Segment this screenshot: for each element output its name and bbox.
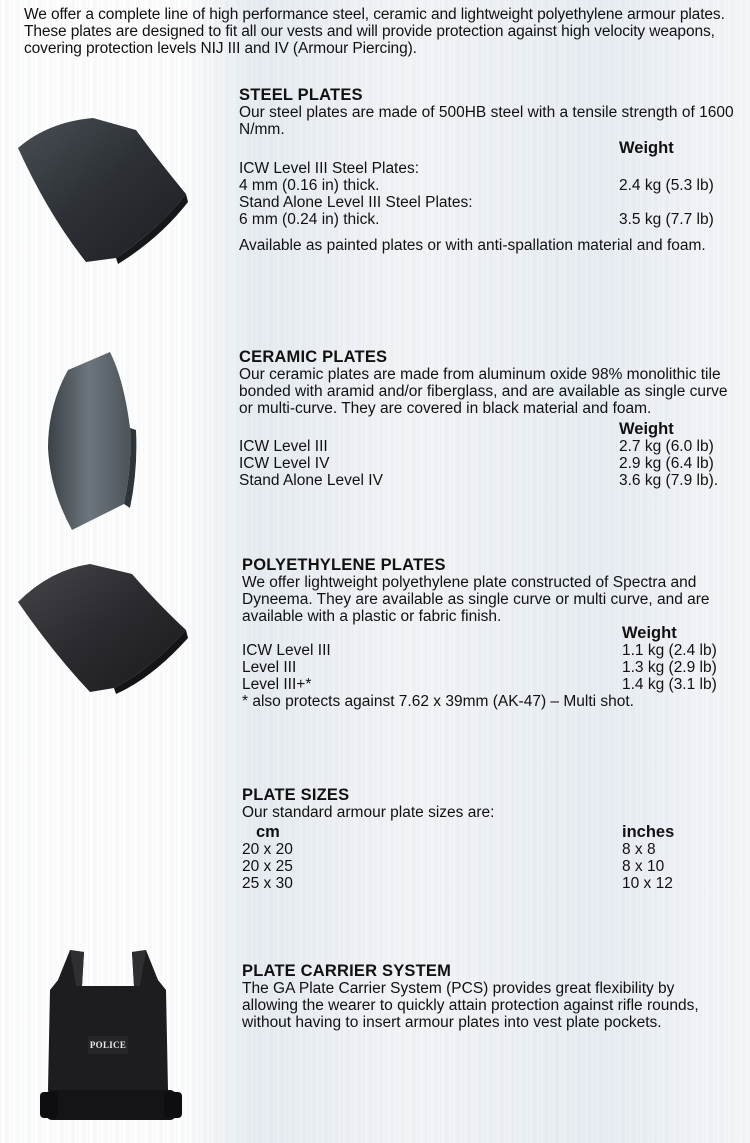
steel-row-weight: 3.5 kg (7.7 lb) bbox=[619, 211, 714, 228]
sizes-row-in: 8 x 8 bbox=[622, 841, 656, 858]
intro-paragraph: We offer a complete line of high performance steel, ceramic and lightweight polyethylene armour plates. These plates are designed to fit all our vests and will provide protection against high velocity weapons, covering protection levels NIJ III and IV (Armour Piercing). bbox=[24, 6, 725, 57]
poly-row-weight: 1.1 kg (2.4 lb) bbox=[622, 642, 717, 659]
ceramic-plates-desc: Our ceramic plates are made from aluminum oxide 98% monolithic tile bonded with aramid and/or fiberglass, and are available as single curve or multi-curve. They are covered in black material and foam. bbox=[239, 366, 728, 417]
steel-row-thickness: 4 mm (0.16 in) thick. bbox=[239, 177, 380, 194]
plate-sizes-section bbox=[242, 786, 734, 892]
steel-row-weight: 2.4 kg (5.3 lb) bbox=[619, 177, 714, 194]
sizes-row-cm: 20 x 25 bbox=[242, 858, 293, 875]
ceramic-plates-section bbox=[239, 348, 734, 489]
poly-footnote: * also protects against 7.62 x 39mm (AK-47) – Multi shot. bbox=[242, 693, 634, 710]
poly-row-weight: 1.3 kg (2.9 lb) bbox=[622, 659, 717, 676]
ceramic-row-label: ICW Level III bbox=[239, 438, 328, 455]
poly-row-label: Level III bbox=[242, 659, 297, 676]
sizes-row-in: 8 x 10 bbox=[622, 858, 665, 875]
polyethylene-plates-desc: We offer lightweight polyethylene plate constructed of Spectra and Dyneema. They are available as single curve or multi curve, and are available with a plastic or fabric finish. bbox=[242, 574, 710, 625]
steel-row-thickness: 6 mm (0.24 in) thick. bbox=[239, 211, 380, 228]
ceramic-row-label: Stand Alone Level IV bbox=[239, 472, 383, 489]
vest-police-label: POLICE bbox=[89, 1040, 127, 1050]
poly-row-label: Level III+* bbox=[242, 676, 312, 693]
steel-row-label: Stand Alone Level III Steel Plates: bbox=[239, 194, 473, 211]
sizes-col-inches: inches bbox=[622, 823, 675, 841]
ceramic-row-label: ICW Level IV bbox=[239, 455, 330, 472]
plate-carrier-title: PLATE CARRIER SYSTEM bbox=[242, 962, 452, 980]
poly-weight-header: Weight bbox=[622, 624, 677, 642]
polyethylene-plates-section bbox=[242, 556, 734, 710]
poly-row-label: ICW Level III bbox=[242, 642, 331, 659]
steel-plates-section bbox=[239, 86, 734, 254]
sizes-row-cm: 20 x 20 bbox=[242, 841, 293, 858]
steel-plates-note: Available as painted plates or with anti-spallation material and foam. bbox=[239, 237, 706, 254]
plate-carrier-desc: The GA Plate Carrier System (PCS) provides great flexibility by allowing the wearer to quickly attain protection against rifle rounds, without having to insert armour plates into vest plate pockets. bbox=[242, 980, 699, 1031]
plate-sizes-desc: Our standard armour plate sizes are: bbox=[242, 804, 495, 821]
ceramic-row-weight: 3.6 kg (7.9 lb). bbox=[619, 472, 719, 489]
steel-weight-header: Weight bbox=[619, 139, 674, 157]
steel-row-label: ICW Level III Steel Plates: bbox=[239, 160, 420, 177]
sizes-row-cm: 25 x 30 bbox=[242, 875, 293, 892]
sizes-col-cm: cm bbox=[256, 823, 280, 841]
steel-plate-image bbox=[8, 112, 193, 267]
polyethylene-plate-image bbox=[10, 558, 192, 698]
ceramic-weight-header: Weight bbox=[619, 420, 674, 438]
plate-carrier-section bbox=[242, 962, 734, 1031]
poly-row-weight: 1.4 kg (3.1 lb) bbox=[622, 676, 717, 693]
steel-plates-title: STEEL PLATES bbox=[239, 86, 363, 104]
ceramic-plate-image bbox=[40, 350, 140, 535]
plate-carrier-vest-image bbox=[18, 940, 198, 1135]
ceramic-row-weight: 2.7 kg (6.0 lb) bbox=[619, 438, 714, 455]
plate-sizes-title: PLATE SIZES bbox=[242, 786, 350, 804]
sizes-row-in: 10 x 12 bbox=[622, 875, 673, 892]
ceramic-row-weight: 2.9 kg (6.4 lb) bbox=[619, 455, 714, 472]
ceramic-plates-title: CERAMIC PLATES bbox=[239, 348, 388, 366]
steel-plates-desc: Our steel plates are made of 500HB steel with a tensile strength of 1600 N/mm. bbox=[239, 104, 734, 138]
polyethylene-plates-title: POLYETHYLENE PLATES bbox=[242, 556, 446, 574]
